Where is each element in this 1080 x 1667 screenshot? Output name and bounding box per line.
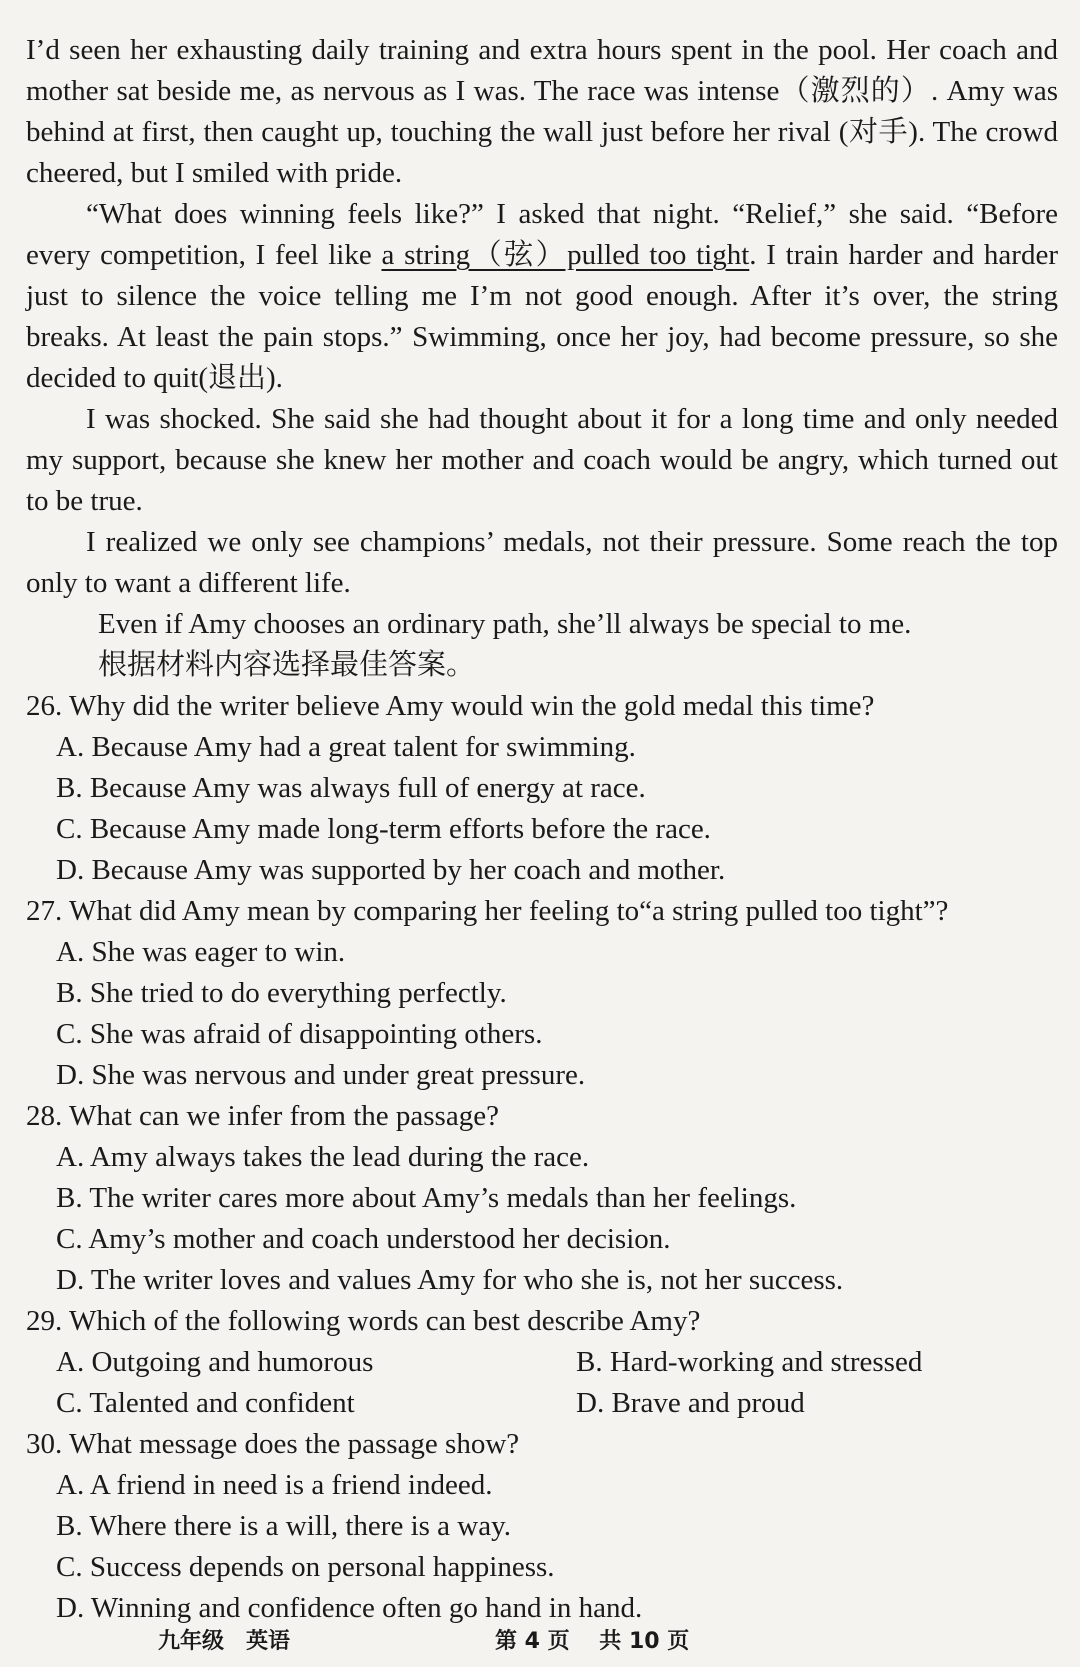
option-d[interactable]: D. She was nervous and under great pressure. — [56, 1059, 586, 1091]
passage-paragraph-4: I realized we only see champions’ medals, not their pressure. Some reach the top only to want a different life. — [26, 526, 1058, 599]
question-stem: 29. Which of the following words can best describe Amy? — [26, 1305, 701, 1337]
option-b[interactable]: B. Because Amy was always full of energy at race. — [56, 772, 646, 804]
question-list — [26, 686, 1058, 1629]
passage-paragraph-3: I was shocked. She said she had thought about it for a long time and only needed my support, because she knew her mother and coach would be angry, which turned out to be true. — [26, 403, 1058, 517]
option-d[interactable]: D. The writer loves and values Amy for who she is, not her success. — [56, 1264, 844, 1296]
passage-text: “What does winning feels like?” I asked that night. “Relief,” she said. “Before every competition, I feel like — [26, 198, 1058, 271]
option-grid — [26, 1342, 1058, 1424]
footer-grade-subject: 九年级 英语 — [158, 1629, 291, 1654]
question-stem: 27. What did Amy mean by comparing her feeling to“a string pulled too tight”? — [26, 895, 949, 927]
passage-paragraph-5: Even if Amy chooses an ordinary path, she’ll always be special to me. — [98, 608, 912, 640]
option-d[interactable]: D. Brave and proud — [576, 1387, 805, 1419]
question-26 — [26, 686, 1058, 891]
footer-page-number: 第 4 页 共 10 页 — [495, 1629, 690, 1654]
option-b[interactable]: B. Where there is a will, there is a way. — [56, 1510, 511, 1542]
option-c[interactable]: C. Success depends on personal happiness. — [56, 1551, 555, 1583]
option-a[interactable]: A. Outgoing and humorous — [56, 1346, 374, 1378]
passage-paragraph-2 — [26, 194, 1058, 399]
question-stem: 26. Why did the writer believe Amy would win the gold medal this time? — [26, 690, 875, 722]
reading-passage — [26, 30, 1058, 645]
question-stem: 30. What message does the passage show? — [26, 1428, 520, 1460]
underlined-phrase: a string（弦）pulled too tight — [381, 239, 750, 271]
question-30 — [26, 1424, 1058, 1629]
instruction-text: 根据材料内容选择最佳答案。 — [98, 649, 476, 681]
option-d[interactable]: D. Because Amy was supported by her coach and mother. — [56, 854, 726, 886]
option-c[interactable]: C. She was afraid of disappointing others. — [56, 1018, 543, 1050]
passage-paragraph-1: I’d seen her exhausting daily training and extra hours spent in the pool. Her coach and mother sat beside me, as nervous as I was. The race was intense（激烈的）. Amy was behind at first, then caught up, touching the wall just before her rival (对手). The crowd cheered, but I smiled with pride. — [26, 34, 1058, 189]
question-28 — [26, 1096, 1058, 1301]
option-a[interactable]: A. She was eager to win. — [56, 936, 346, 968]
option-c[interactable]: C. Because Amy made long-term efforts before the race. — [56, 813, 711, 845]
option-b[interactable]: B. The writer cares more about Amy’s medals than her feelings. — [56, 1182, 797, 1214]
option-b[interactable]: B. She tried to do everything perfectly. — [56, 977, 507, 1009]
option-c[interactable]: C. Talented and confident — [56, 1387, 355, 1419]
option-a[interactable]: A. A friend in need is a friend indeed. — [56, 1469, 493, 1501]
question-stem: 28. What can we infer from the passage? — [26, 1100, 499, 1132]
question-27 — [26, 891, 1058, 1096]
option-b[interactable]: B. Hard-working and stressed — [576, 1346, 923, 1378]
option-d[interactable]: D. Winning and confidence often go hand in hand. — [56, 1592, 643, 1624]
option-c[interactable]: C. Amy’s mother and coach understood her decision. — [56, 1223, 671, 1255]
option-a[interactable]: A. Amy always takes the lead during the race. — [56, 1141, 590, 1173]
question-29 — [26, 1301, 1058, 1424]
option-a[interactable]: A. Because Amy had a great talent for swimming. — [56, 731, 636, 763]
passage-text: . I train harder and harder just to silence the voice telling me I’m not good enough. After it’s over, the string breaks. At least the pain stops.” Swimming, once her joy, had become pressure, so she decided to quit(退出). — [26, 239, 1058, 394]
